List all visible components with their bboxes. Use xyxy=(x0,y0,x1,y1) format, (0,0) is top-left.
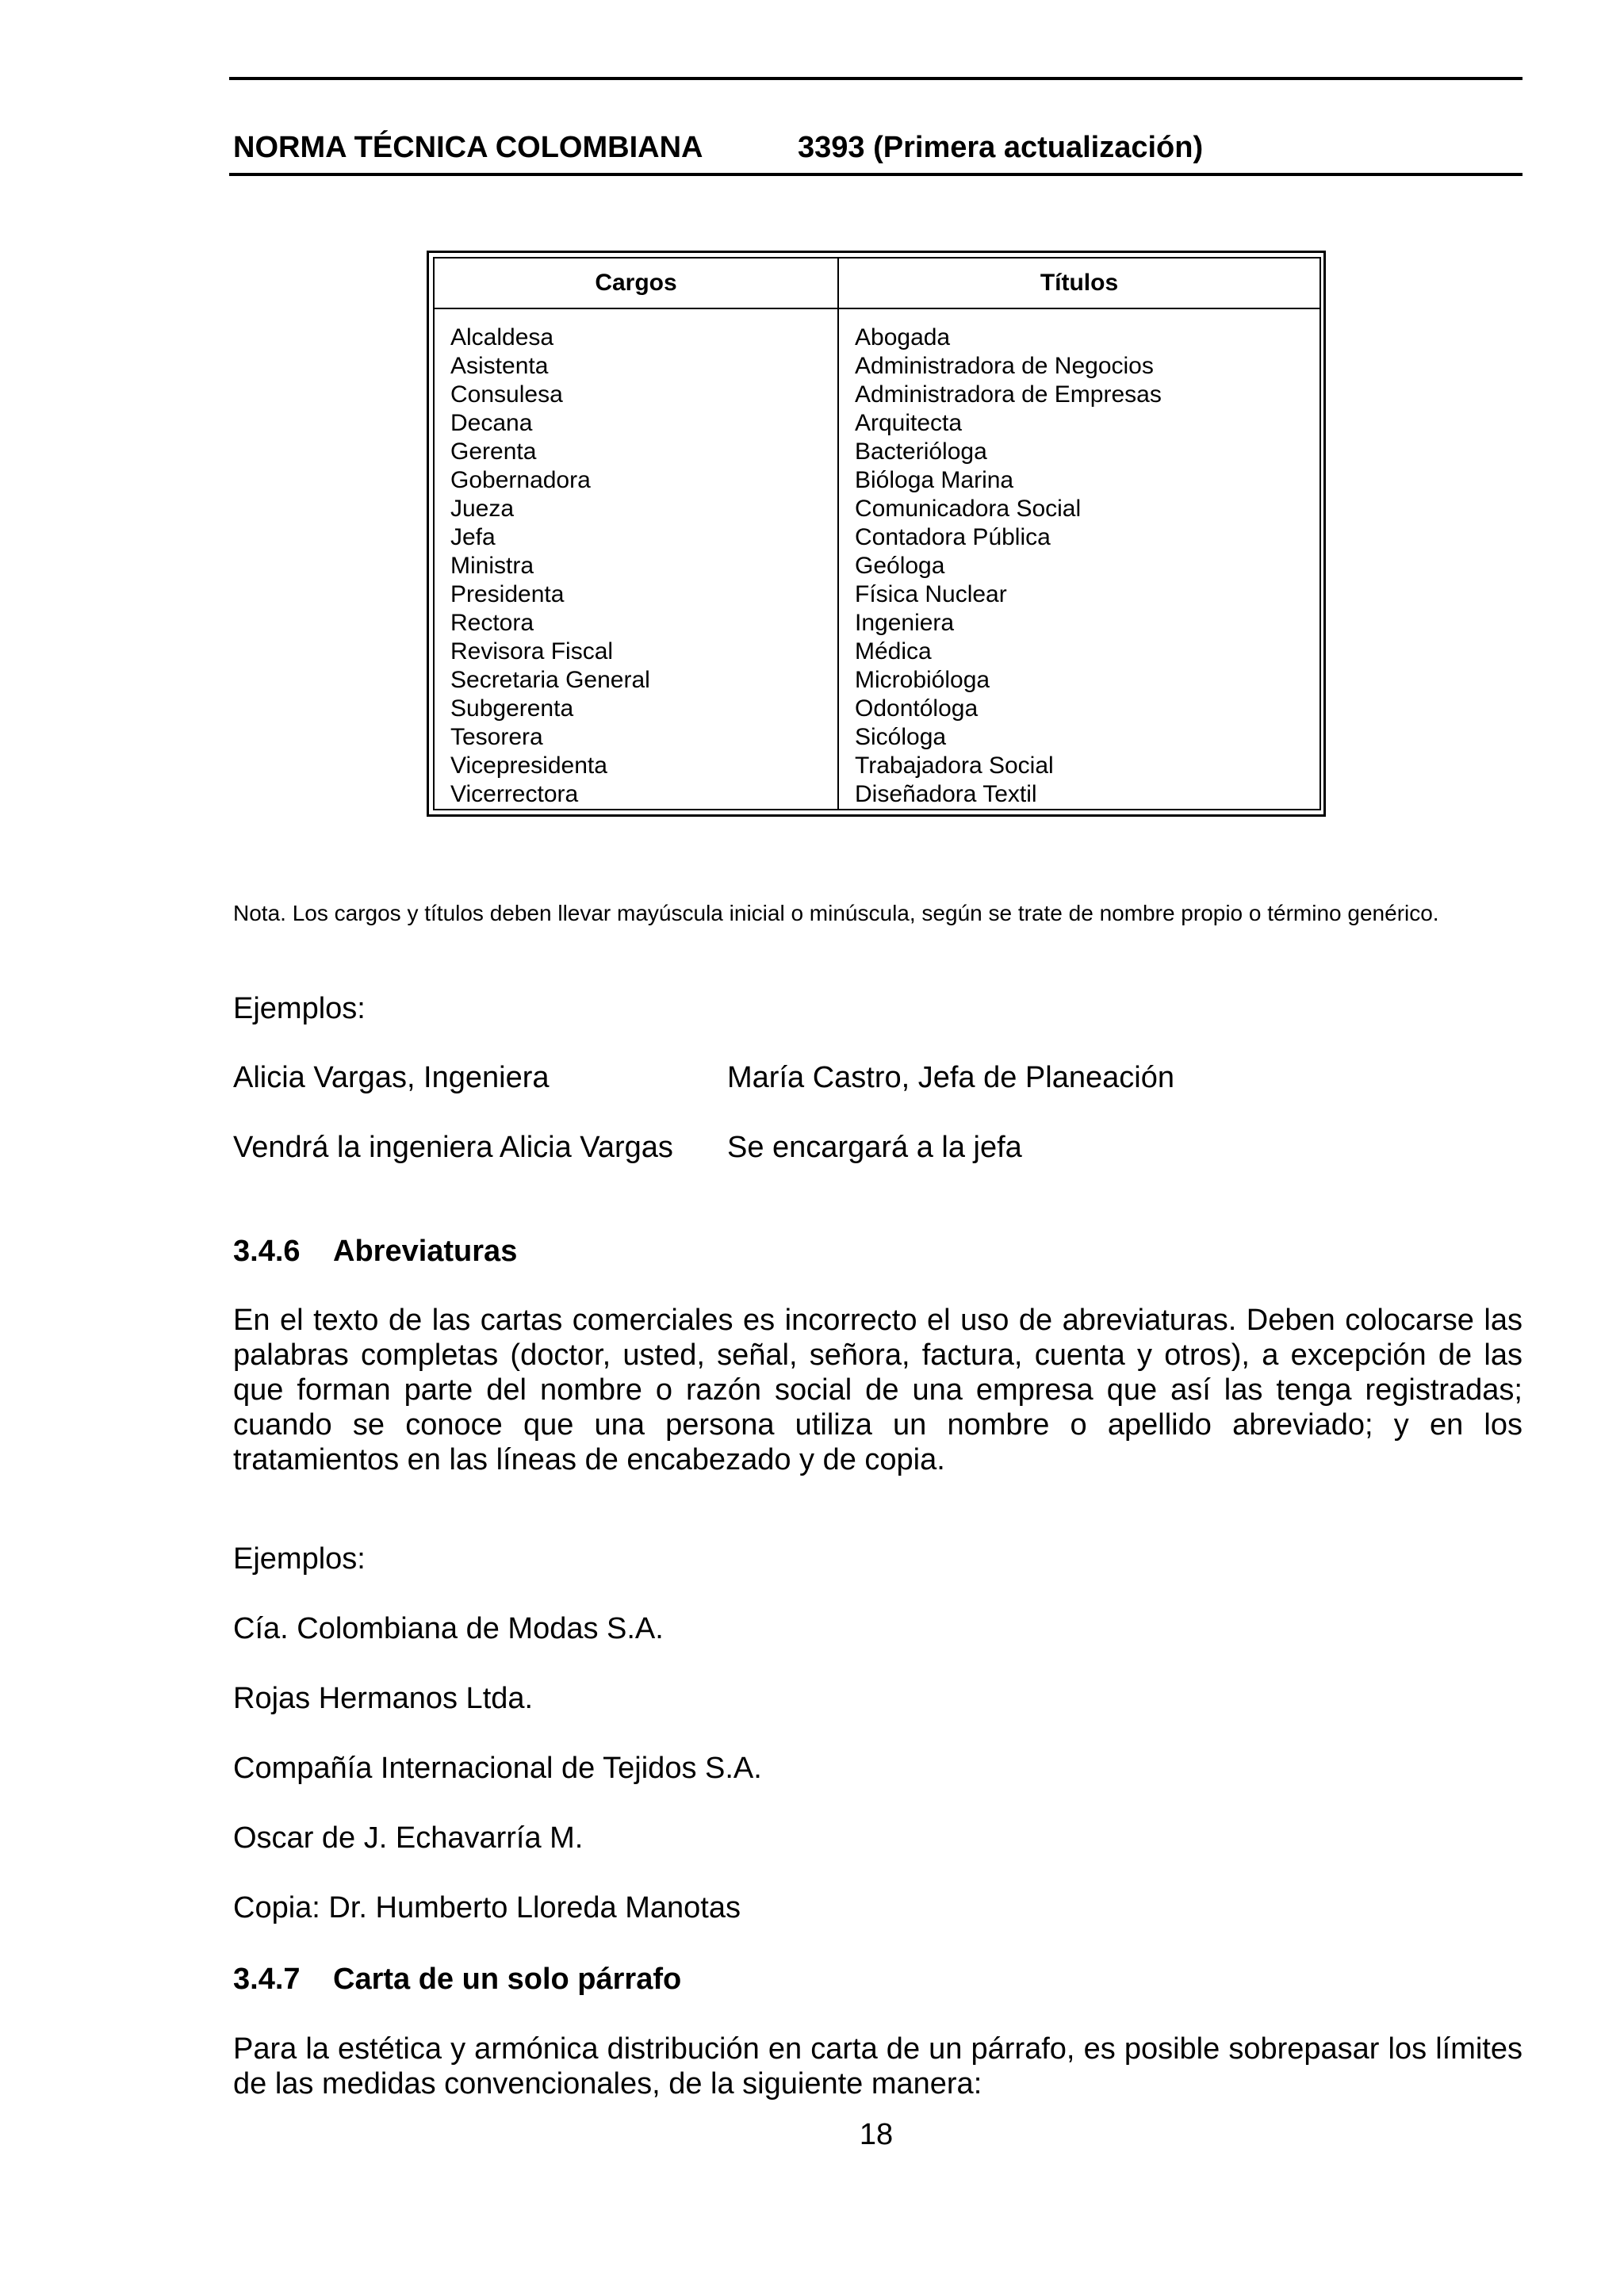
titulos-cell xyxy=(838,308,1320,810)
cargo-item: Alcaldesa xyxy=(450,324,554,350)
section-number: 3.4.7 xyxy=(233,1963,301,1996)
titulo-item: Médica xyxy=(855,638,932,664)
abbrev-example: Oscar de J. Echavarría M. xyxy=(233,1821,584,1855)
header-bottom-rule xyxy=(229,173,1522,176)
carta-paragraph: Para la estética y armónica distribución en carta de un párrafo, es posible sobrepasar los límites de las medidas convencionales, de la siguiente manera: xyxy=(233,2032,1522,2101)
abbrev-example: Cía. Colombiana de Modas S.A. xyxy=(233,1612,664,1645)
abbrev-example: Compañía Internacional de Tejidos S.A. xyxy=(233,1752,762,1785)
titulo-item: Sicóloga xyxy=(855,724,947,750)
cargo-item: Presidenta xyxy=(450,581,565,607)
section-title: Abreviaturas xyxy=(333,1235,518,1268)
cargo-item: Jueza xyxy=(450,496,515,522)
abbrev-example: Rojas Hermanos Ltda. xyxy=(233,1682,534,1715)
titulo-item: Odontóloga xyxy=(855,695,979,722)
header-code: 3393 (Primera actualización) xyxy=(798,131,1204,164)
ejemplos-label: Ejemplos: xyxy=(233,992,366,1025)
header-cargos: Cargos xyxy=(434,258,838,308)
cargo-item: Jefa xyxy=(450,524,496,550)
cargo-item: Rectora xyxy=(450,610,534,636)
cargo-item: Subgerenta xyxy=(450,695,574,722)
titulo-item: Física Nuclear xyxy=(855,581,1007,607)
titulo-item: Arquitecta xyxy=(855,410,963,436)
titulo-item: Comunicadora Social xyxy=(855,496,1082,522)
titulo-item: Administradora de Negocios xyxy=(855,353,1154,379)
ejemplos-label-2: Ejemplos: xyxy=(233,1542,366,1576)
titulo-item: Geóloga xyxy=(855,553,945,579)
cargo-item: Consulesa xyxy=(450,381,563,408)
example-right-1: María Castro, Jefa de Planeación xyxy=(727,1061,1174,1094)
section-title: Carta de un solo párrafo xyxy=(333,1963,682,1996)
section-heading-346 xyxy=(233,1234,518,1269)
titulo-item: Contadora Pública xyxy=(855,524,1051,550)
titulo-item: Diseñadora Textil xyxy=(855,781,1037,807)
titulo-item: Bacterióloga xyxy=(855,439,987,465)
abbrev-example: Copia: Dr. Humberto Lloreda Manotas xyxy=(233,1891,741,1924)
cargos-cell xyxy=(434,308,838,810)
page-header xyxy=(233,127,1204,168)
cargo-item: Ministra xyxy=(450,553,534,579)
cargo-item: Tesorera xyxy=(450,724,543,750)
titulo-item: Administradora de Empresas xyxy=(855,381,1162,408)
example-left-1: Alicia Vargas, Ingeniera xyxy=(233,1061,550,1094)
cargo-item: Secretaria General xyxy=(450,667,650,693)
nota-paragraph: Nota. Los cargos y títulos deben llevar mayúscula inicial o minúscula, según se trate de nombre propio o término genérico. xyxy=(233,901,1439,925)
titulo-item: Ingeniera xyxy=(855,610,955,636)
titulo-item: Bióloga Marina xyxy=(855,467,1014,493)
abreviaturas-paragraph: En el texto de las cartas comerciales es incorrecto el uso de abreviaturas. Deben colocarse las palabras completas (doctor, usted, señal, señora, factura, cuenta y otros), a excepción de las que forman parte del nombre o razón social de una empresa que así las tenga registradas; cuando se conoce que una persona utiliza un nombre o apellido abreviado; y en los tratamientos en las líneas de encabezado y de copia. xyxy=(233,1304,1522,1476)
cargo-item: Decana xyxy=(450,410,533,436)
cargo-item: Gerenta xyxy=(450,439,537,465)
section-number: 3.4.6 xyxy=(233,1235,301,1268)
cargos-titulos-table xyxy=(427,251,1326,817)
titulo-item: Trabajadora Social xyxy=(855,753,1054,779)
header-top-rule xyxy=(229,77,1522,80)
cargo-item: Gobernadora xyxy=(450,467,591,493)
cargo-item: Vicerrectora xyxy=(450,781,579,807)
cargo-item: Vicepresidenta xyxy=(450,753,607,779)
cargo-item: Revisora Fiscal xyxy=(450,638,614,664)
page-number: 18 xyxy=(859,2118,894,2151)
header-titulos: Títulos xyxy=(838,258,1320,308)
section-heading-347 xyxy=(233,1962,682,1997)
titulo-item: Abogada xyxy=(855,324,951,350)
terms-table xyxy=(433,257,1321,810)
example-left-2: Vendrá la ingeniera Alicia Vargas xyxy=(233,1131,673,1164)
titulo-item: Microbióloga xyxy=(855,667,990,693)
example-right-2: Se encargará a la jefa xyxy=(727,1131,1022,1164)
header-title: NORMA TÉCNICA COLOMBIANA xyxy=(233,131,703,164)
cargo-item: Asistenta xyxy=(450,353,549,379)
